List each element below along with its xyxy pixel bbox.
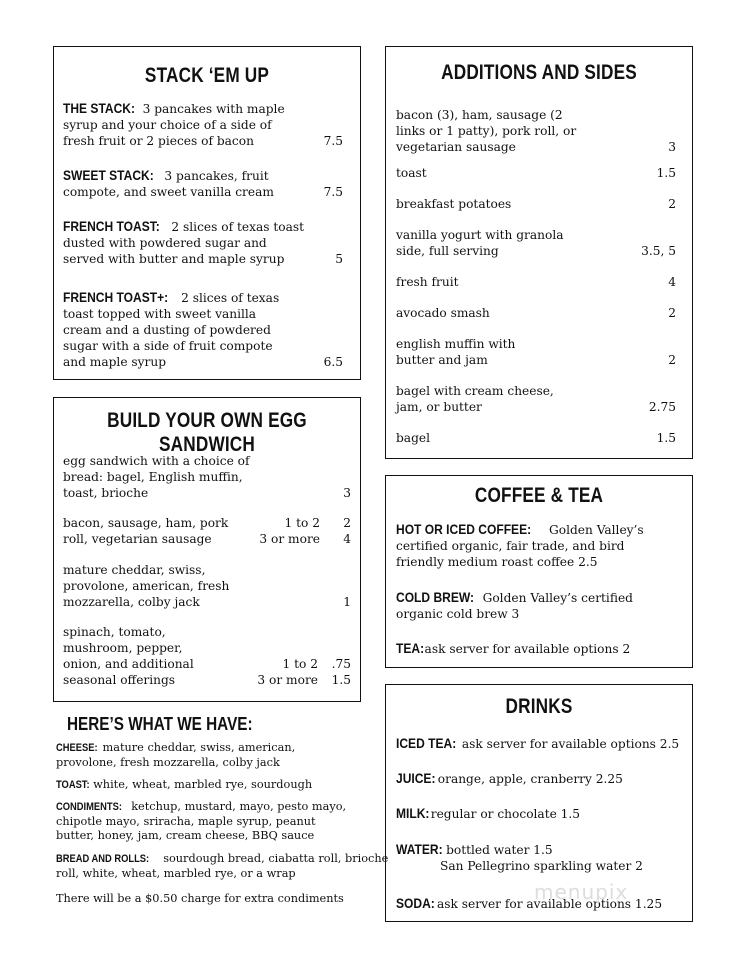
egg-item-base: egg sandwich with a choice of bread: bagel, English muffin, toast, brioche 3 <box>63 454 351 500</box>
egg-item-cheese: mature cheddar, swiss, provolone, american, fresh mozzarella, colby jack 1 <box>63 563 351 609</box>
drink-hot-coffee: HOT OR ICED COFFEE: Golden Valley’s certified organic, fair trade, and bird friendly medium roast coffee 2.5 <box>396 521 644 569</box>
coffee-title: COFFEE & TEA <box>474 484 604 507</box>
qty-2: 3 or more <box>257 673 318 687</box>
have-title: HERE’S WHAT WE HAVE: <box>67 714 253 734</box>
drink-milk: MILK: regular or chocolate 1.5 <box>396 805 581 821</box>
side-item: toast 1.5 <box>396 166 676 180</box>
have-cheese: CHEESE: mature cheddar, swiss, american, provolone, fresh mozzarella, colby jack <box>56 741 296 769</box>
drink-water: WATER: bottled water 1.5 San Pellegrino sparkling water 2 <box>396 841 643 873</box>
item-price: 2 <box>668 306 676 320</box>
qty-2: 3 or more <box>259 532 320 546</box>
menu-item-the-stack: THE STACK: 3 pancakes with maple syrup and your choice of a side of fresh fruit or 2 pieces of bacon 7.5 <box>63 100 343 148</box>
egg-item-meats: bacon, sausage, ham, pork roll, vegetarian sausage 1 to 2 2 3 or more 4 <box>63 516 351 546</box>
menu-item-french-toast: FRENCH TOAST: 2 slices of texas toast dusted with powdered sugar and served with butter and maple syrup 5 <box>63 218 343 266</box>
drink-juice: JUICE: orange, apple, cranberry 2.25 <box>396 770 623 786</box>
watermark: menupix <box>534 880 629 904</box>
item-name: FRENCH TOAST: <box>63 218 160 234</box>
item-price: 3 <box>668 140 676 154</box>
side-item: fresh fruit 4 <box>396 275 676 289</box>
have-condiments: CONDIMENTS: ketchup, mustard, mayo, pesto mayo, chipotle mayo, sriracha, maple syrup, peanut butter, honey, jam, cream cheese, BBQ sauce <box>56 800 347 842</box>
stack-section <box>53 46 361 380</box>
item-price: 3.5, 5 <box>641 244 676 258</box>
item-price: 1 <box>343 595 351 609</box>
qty-1: 1 to 2 <box>282 657 318 671</box>
menu-item-french-toast-plus: FRENCH TOAST+: 2 slices of texas toast topped with sweet vanilla cream and a dusting of powdered sugar with a side of fruit compote and maple syrup 6.5 <box>63 289 343 369</box>
drink-tea: TEA: ask server for available options 2 <box>396 640 631 656</box>
side-item: breakfast potatoes 2 <box>396 197 676 211</box>
price-1: 2 <box>343 516 351 530</box>
item-price: 7.5 <box>323 185 343 199</box>
qty-1: 1 to 2 <box>284 516 320 530</box>
sides-section <box>385 46 693 459</box>
egg-sandwich-section <box>53 397 361 702</box>
item-price: 5 <box>335 252 343 266</box>
drink-cold-brew: COLD BREW: Golden Valley’s certified organic cold brew 3 <box>396 589 633 621</box>
item-price: 6.5 <box>323 355 343 369</box>
drink-iced-tea: ICED TEA: ask server for available options 2.5 <box>396 735 680 751</box>
egg-item-veggies: spinach, tomato, mushroom, pepper, onion, and additional seasonal offerings 1 to 2 .75 3 or more 1.5 <box>63 625 351 687</box>
item-name: SWEET STACK: <box>63 167 154 183</box>
price-2: 4 <box>343 532 351 546</box>
drink-soda: SODA: ask server for available options 1.25 <box>396 895 663 911</box>
have-toast: TOAST: white, wheat, marbled rye, sourdough <box>56 778 313 791</box>
egg-title: BUILD YOUR OWN EGG SANDWICH <box>107 409 307 456</box>
item-price: 1.5 <box>656 166 676 180</box>
item-name: THE STACK: <box>63 100 136 116</box>
coffee-section <box>385 475 693 668</box>
sides-title: ADDITIONS AND SIDES <box>441 61 637 84</box>
side-item: bacon (3), ham, sausage (2 links or 1 patty), pork roll, or vegetarian sausage 3 <box>396 108 676 154</box>
item-price: 1.5 <box>656 431 676 445</box>
side-item: english muffin with butter and jam 2 <box>396 337 676 367</box>
item-price: 2 <box>668 197 676 211</box>
side-item: bagel 1.5 <box>396 431 676 445</box>
side-item: avocado smash 2 <box>396 306 676 320</box>
item-price: 7.5 <box>323 134 343 148</box>
item-price: 3 <box>343 486 351 500</box>
drinks-title: DRINKS <box>505 695 573 718</box>
item-price: 2 <box>668 353 676 367</box>
stack-title: STACK ‘EM UP <box>144 64 270 87</box>
have-bread: BREAD AND ROLLS: sourdough bread, ciabatta roll, brioche roll, white, wheat, marbled rye, or a wrap <box>56 852 389 880</box>
item-price: 2.75 <box>648 400 676 414</box>
price-2: 1.5 <box>331 673 351 687</box>
side-item: vanilla yogurt with granola side, full serving 3.5, 5 <box>396 228 676 258</box>
side-item: bagel with cream cheese, jam, or butter 2.75 <box>396 384 676 414</box>
item-name: FRENCH TOAST+: <box>63 289 169 305</box>
price-1: .75 <box>331 657 351 671</box>
condiment-charge-note: There will be a $0.50 charge for extra condiments <box>56 892 344 905</box>
menu-item-sweet-stack: SWEET STACK: 3 pancakes, fruit compote, and sweet vanilla cream 7.5 <box>63 167 343 199</box>
item-price: 4 <box>668 275 676 289</box>
